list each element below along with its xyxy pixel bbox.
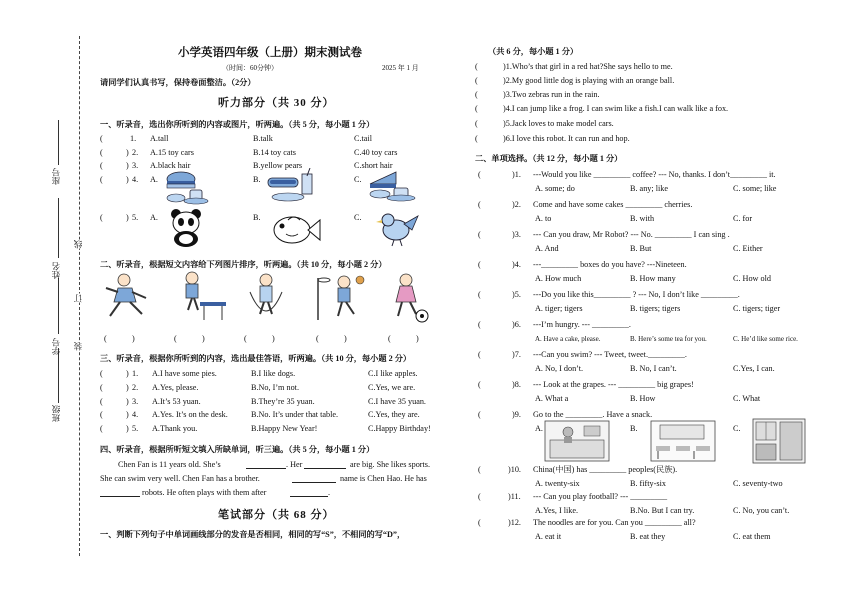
binding-marker-xian: 线 <box>73 240 83 249</box>
sentence-6: )6.I love this robot. It can run and hop. <box>503 134 630 143</box>
answer-bracket[interactable]: ( <box>100 424 103 433</box>
question-text: ---_________ boxes do you have? ---Nineteen. <box>533 260 687 269</box>
q-number: 1. <box>132 369 139 378</box>
option-c[interactable]: C. <box>733 424 741 433</box>
skipping-rope-girl-icon <box>240 270 292 324</box>
option-b[interactable]: B. with <box>630 214 655 223</box>
ping-pong-girl-icon <box>170 270 228 322</box>
q-number: )6. <box>512 320 521 329</box>
bracket-close: ) <box>416 334 419 343</box>
question-text: ---I’m hungry. --- _________. <box>533 320 631 329</box>
binding-marker-zhuang: 装 <box>73 342 83 351</box>
binding-marker-ding: 订 <box>73 294 83 303</box>
name-blank[interactable] <box>58 198 59 258</box>
option-a: A. <box>150 175 158 184</box>
option-b: B.talk <box>253 134 273 143</box>
option-a: A.Yes. It’s on the desk. <box>152 410 228 419</box>
option-c[interactable]: C. How old <box>733 274 771 283</box>
sentence-2: )2.My good little dog is playing with an orange ball. <box>503 76 675 85</box>
passage-line-2a: She can swim very well. Chen Fan has a brother. <box>100 474 260 483</box>
option-a[interactable]: A. tiger; tigers <box>535 304 583 313</box>
hotdog-and-juice-icon[interactable] <box>266 168 322 204</box>
option-a: A.It’s 53 yuan. <box>152 397 201 406</box>
option-b[interactable]: B. fifty-six <box>630 479 666 488</box>
option-c[interactable]: C. tigers; tiger <box>733 304 781 313</box>
question-text: Come and have some cakes _________ cherries. <box>533 200 693 209</box>
writing-part2-head: 二、单项选择。（共 12 分，每小题 1 分） <box>475 154 623 163</box>
answer-bracket[interactable]: ( <box>475 90 478 99</box>
option-a: A.tall <box>150 134 169 143</box>
question-text: --- Can you play football? --- _________ <box>533 492 668 501</box>
q-number: )9. <box>512 410 521 419</box>
option-c[interactable]: C.Yes, I can. <box>733 364 775 373</box>
passage-line-3b: . <box>328 488 331 497</box>
bracket-close: ) <box>126 148 129 157</box>
q-number: 1. <box>130 134 137 143</box>
sentence-5: )5.Jack loves to make model cars. <box>503 119 614 128</box>
option-c[interactable]: C. seventy-two <box>733 479 783 488</box>
q-number: 5. <box>132 213 139 222</box>
listening-title: 听力部分（共 30 分） <box>218 97 335 109</box>
kitchen-picture[interactable] <box>752 418 806 464</box>
answer-bracket[interactable]: ( <box>478 518 481 527</box>
option-a[interactable]: A. <box>535 424 543 433</box>
option-c: C.40 toy cars <box>354 148 398 157</box>
listening-part1-head: 一、听录音，选出你所听到的内容或图片，听两遍。（共 5 分，每小题 1 分） <box>100 120 375 129</box>
option-c[interactable]: C. No, you can’t. <box>733 506 790 515</box>
option-b[interactable]: B.No. But I can try. <box>630 506 695 515</box>
option-b[interactable]: B. How <box>630 394 656 403</box>
answer-bracket[interactable]: ( <box>478 410 481 419</box>
option-a: A. <box>150 213 158 222</box>
listening-part2-head: 二、听录音，根据短文内容给下列图片排序，听两遍。（共 10 分，每小题 2 分） <box>100 260 387 269</box>
blank-5[interactable] <box>290 496 328 497</box>
answer-bracket[interactable]: ( <box>478 492 481 501</box>
answer-bracket[interactable]: ( <box>174 334 177 343</box>
option-b[interactable]: B. <box>630 424 638 433</box>
q-number: 4. <box>132 410 139 419</box>
question-text: --- Can you draw, Mr Robot? --- No. _________ I can sing . <box>533 230 730 239</box>
option-c: C.Happy Birthday! <box>368 424 431 433</box>
option-a: A.I have some pies. <box>152 369 217 378</box>
passage-line-1b: . Her <box>286 460 303 469</box>
option-b[interactable]: B. No, I can’t. <box>630 364 677 373</box>
option-c[interactable]: C. Either <box>733 244 763 253</box>
option-b[interactable]: B. How many <box>630 274 676 283</box>
option-a: A.black hair <box>150 161 191 170</box>
option-c[interactable]: C. What <box>733 394 761 403</box>
option-b: B.They’re 35 yuan. <box>251 397 315 406</box>
blank-2[interactable] <box>304 468 346 469</box>
blank-1[interactable] <box>246 468 286 469</box>
option-b: B.yellow pears <box>253 161 303 170</box>
option-b: B.Happy New Year! <box>251 424 318 433</box>
option-b[interactable]: B. Here’s some tea for you. <box>630 335 707 343</box>
option-b: B. <box>253 175 261 184</box>
option-c: C. <box>354 213 362 222</box>
question-text: ---Would you like _________ coffee? --- No, thanks. I don’t_________ it. <box>533 170 776 179</box>
answer-bracket[interactable]: ( <box>100 213 103 222</box>
bracket-close: ) <box>126 175 129 184</box>
option-a[interactable]: A. some; do <box>535 184 575 193</box>
answer-bracket[interactable]: ( <box>475 104 478 113</box>
option-a[interactable]: A. eat it <box>535 532 562 541</box>
answer-bracket[interactable]: ( <box>100 369 103 378</box>
answer-bracket[interactable]: ( <box>475 134 478 143</box>
answer-bracket[interactable]: ( <box>475 76 478 85</box>
question-text: ---Do you like this_________ ? --- No, I don’t like _________. <box>533 290 740 299</box>
option-b[interactable]: B. eat they <box>630 532 666 541</box>
option-c: C.I like apples. <box>368 369 418 378</box>
q-number: 2. <box>132 148 139 157</box>
bracket-close: ) <box>126 213 129 222</box>
passage-line-3a: robots. He often plays with them after <box>142 488 267 497</box>
option-a[interactable]: A. No, I don’t. <box>535 364 584 373</box>
bird-icon[interactable] <box>374 208 420 248</box>
answer-bracket[interactable]: ( <box>475 62 478 71</box>
basketball-boy-icon <box>312 270 368 322</box>
answer-bracket[interactable]: ( <box>100 161 103 170</box>
q-number: )1. <box>512 170 521 179</box>
q-number: )12. <box>508 518 521 527</box>
answer-bracket[interactable]: ( <box>478 350 481 359</box>
running-girl-icon <box>102 272 154 322</box>
option-a[interactable]: A. Have a cake, please. <box>535 335 601 343</box>
answer-bracket[interactable]: ( <box>100 175 103 184</box>
option-a[interactable]: A. to <box>535 214 552 223</box>
bracket-close: ) <box>126 369 129 378</box>
answer-bracket[interactable]: ( <box>100 134 103 143</box>
class-blank[interactable] <box>58 348 59 403</box>
bracket-close: ) <box>126 424 129 433</box>
answer-bracket[interactable]: ( <box>478 200 481 209</box>
panda-icon[interactable] <box>166 206 208 248</box>
option-c: C.Yes, we are. <box>368 383 416 392</box>
answer-bracket[interactable]: ( <box>316 334 319 343</box>
option-a[interactable]: A.Yes, I like. <box>535 506 579 515</box>
option-a: A.Thank you. <box>152 424 198 433</box>
q-number: )5. <box>512 290 521 299</box>
writing-title: 笔试部分（共 68 分） <box>218 509 335 521</box>
option-c[interactable]: C. some; like <box>733 184 777 193</box>
option-b[interactable]: B. But <box>630 244 652 253</box>
answer-bracket[interactable]: ( <box>100 410 103 419</box>
answer-bracket[interactable]: ( <box>104 334 107 343</box>
fish-icon[interactable] <box>270 210 322 248</box>
answer-bracket[interactable]: ( <box>100 148 103 157</box>
answer-bracket[interactable]: ( <box>478 465 481 474</box>
q-number: 5. <box>132 424 139 433</box>
answer-bracket[interactable]: ( <box>244 334 247 343</box>
question-text: --- Look at the grapes. --- _________ big grapes! <box>533 380 694 389</box>
blank-4[interactable] <box>100 496 140 497</box>
option-b: B.14 toy cats <box>253 148 296 157</box>
binding-number-label: 学号 <box>51 338 61 355</box>
answer-bracket[interactable]: ( <box>478 260 481 269</box>
option-a[interactable]: A. What a <box>535 394 569 403</box>
bracket-close: ) <box>126 383 129 392</box>
number-blank[interactable] <box>58 278 59 334</box>
option-b[interactable]: B. tigers; tigers <box>630 304 681 313</box>
passage-line-1a: Chen Fan is 11 years old. She’s <box>118 460 221 469</box>
burger-and-tea-icon[interactable] <box>164 170 214 206</box>
exam-date: 2025 年 1 月 <box>382 64 419 72</box>
q-number: )7. <box>512 350 521 359</box>
blank-3[interactable] <box>292 482 336 483</box>
answer-bracket[interactable]: ( <box>478 380 481 389</box>
bracket-close: ) <box>132 334 135 343</box>
option-c[interactable]: C. He’d like some rice. <box>733 335 798 343</box>
answer-bracket[interactable]: ( <box>388 334 391 343</box>
football-girl-icon <box>386 270 432 324</box>
q-number: 3. <box>132 397 139 406</box>
question-text: The noodles are for you. Can you _________ all? <box>533 518 696 527</box>
option-b: B.No. It’s under that table. <box>251 410 339 419</box>
option-c: C.Yes, they are. <box>368 410 420 419</box>
option-a: A.15 toy cars <box>150 148 194 157</box>
option-c[interactable]: C. for <box>733 214 753 223</box>
q-number: 4. <box>132 175 139 184</box>
q-number: )2. <box>512 200 521 209</box>
bracket-close: ) <box>272 334 275 343</box>
sentence-4: )4.I can jump like a frog. I can swim like a fish.I can walk like a fox. <box>503 104 729 113</box>
listening-part3-head: 三、听录音，根据你所听到的内容，选出最佳答语，听两遍。（共 10 分，每小题 2 分） <box>100 354 412 363</box>
exam-time: （时间：60分钟） <box>222 64 278 72</box>
bracket-close: ) <box>344 334 347 343</box>
option-b: B. <box>253 213 261 222</box>
page-title: 小学英语四年级（上册）期末测试卷 <box>178 47 362 59</box>
q-number: 2. <box>132 383 139 392</box>
option-b: B.I like dogs. <box>251 369 296 378</box>
option-a[interactable]: A. How much <box>535 274 582 283</box>
q-number: )11. <box>508 492 521 501</box>
q-number: )8. <box>512 380 521 389</box>
sandwich-and-tea-icon[interactable] <box>366 168 420 204</box>
binding-name-label: 姓名 <box>51 262 61 279</box>
sentence-3: )3.Two zebras run in the rain. <box>503 90 600 99</box>
q-number: 3. <box>132 161 139 170</box>
option-c[interactable]: C. eat them <box>733 532 771 541</box>
binding-class-label: 班级 <box>51 405 61 422</box>
writing-part1-head-cont: （共 6 分，每小题 1 分） <box>488 47 579 56</box>
writing-part1-head: 一、判断下列句子中单词画线部分的发音是否相同，相同的写“S”，不相同的写“D”， <box>100 530 406 539</box>
listening-part4-head: 四、听录音，根据所听短文填入所缺单词，听三遍。（共 5 分，每小题 1 分） <box>100 445 375 454</box>
answer-bracket[interactable]: ( <box>478 230 481 239</box>
option-c: C.short hair <box>354 161 393 170</box>
question-text: Go to the _________. Have a snack. <box>533 410 653 419</box>
option-c: C. <box>354 175 362 184</box>
option-c: C.tail <box>354 134 372 143</box>
option-b: B.No, I’m not. <box>251 383 299 392</box>
bracket-close: ) <box>202 334 205 343</box>
neatness-note: 请同学们认真书写，保持卷面整洁。（2分） <box>100 78 256 87</box>
passage-line-2b: name is Chen Hao. He has <box>340 474 427 483</box>
option-c: C.I have 35 yuan. <box>368 397 426 406</box>
option-b[interactable]: B. any; like <box>630 184 668 193</box>
question-text: China(中国) has _________ peoples(民族). <box>533 465 678 474</box>
snack-bar-picture[interactable] <box>544 420 610 462</box>
answer-bracket[interactable]: ( <box>475 119 478 128</box>
bracket-close: ) <box>126 410 129 419</box>
bracket-close: ) <box>126 397 129 406</box>
binding-seat-label: 座号 <box>51 168 61 185</box>
sentence-1: )1.Who’s that girl in a red hat?She says hello to me. <box>503 62 673 71</box>
option-a[interactable]: A. twenty-six <box>535 479 580 488</box>
answer-bracket[interactable]: ( <box>478 170 481 179</box>
answer-bracket[interactable]: ( <box>478 290 481 299</box>
option-a[interactable]: A. And <box>535 244 559 253</box>
passage-line-1c: are big. She likes sports. <box>350 460 431 469</box>
option-a: A.Yes, please. <box>152 383 199 392</box>
q-number: )4. <box>512 260 521 269</box>
bracket-close: ) <box>126 161 129 170</box>
q-number: )3. <box>512 230 521 239</box>
answer-bracket[interactable]: ( <box>100 383 103 392</box>
q-number: )10. <box>508 465 521 474</box>
answer-bracket[interactable]: ( <box>100 397 103 406</box>
seat-blank[interactable] <box>58 120 59 165</box>
question-text: ---Can you swim? --- Tweet, tweet._________. <box>533 350 687 359</box>
classroom-picture[interactable] <box>650 420 716 462</box>
answer-bracket[interactable]: ( <box>478 320 481 329</box>
